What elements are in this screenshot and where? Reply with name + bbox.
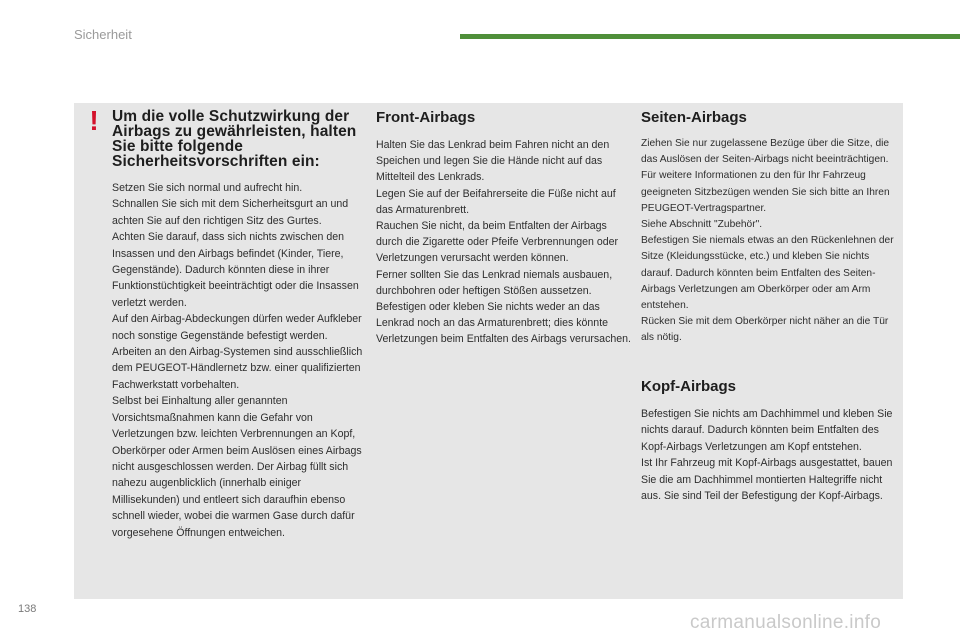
section-title: Sicherheit xyxy=(74,27,132,42)
warning-heading: Um die volle Schutzwirkung der Airbags zu gewährleisten, halten Sie bitte folgende Sicherheitsvorschriften ein: xyxy=(112,108,357,170)
head-airbags-heading: Kopf-Airbags xyxy=(641,378,736,395)
header-accent-rule xyxy=(460,34,960,39)
exclamation-icon: ! xyxy=(89,105,99,136)
warning-column xyxy=(112,109,368,541)
front-airbags-column xyxy=(376,109,632,348)
side-airbags-body: Ziehen Sie nur zugelassene Bezüge über die Sitze, die das Auslösen der Seiten-Airbags nicht beeinträchtigen. Für weitere Informationen zu den für Ihr Fahrzeug geeigneten Sitzbezügen wenden Sie sich bitte an Ihren PEUGEOT-Vertragspartner. Siehe Abschnitt "Zubehör". Befestigen Sie niemals etwas an den Rückenlehnen der Sitze (Kleidungsstücke, etc.) und kleben Sie nichts darauf. Dadurch könnten beim Entfalten des Seiten-Airbags Verletzungen am Oberkörper oder am Arm entstehen. Rücken Sie mit dem Oberkörper nicht näher an die Tür als nötig. xyxy=(641,138,894,344)
watermark: carmanualsonline.info xyxy=(690,612,882,633)
head-airbags-body: Befestigen Sie nichts am Dachhimmel und kleben Sie nichts darauf. Dadurch könnten beim Entfalten des Kopf-Airbags Verletzungen am Kopf entstehen. Ist Ihr Fahrzeug mit Kopf-Airbags ausgestattet, bauen Sie die am Dachhimmel montierten Haltegriffe nicht aus. Sie sind Teil der Befestigung der Kopf-Airbags. xyxy=(641,408,893,503)
side-airbags-column xyxy=(641,109,897,347)
page-number: 138 xyxy=(18,603,37,615)
warning-body: Setzen Sie sich normal und aufrecht hin. Schnallen Sie sich mit dem Sicherheitsgurt an und achten Sie auf den richtigen Sitz des Gurtes. Achten Sie darauf, dass sich nichts zwischen den Insassen und den Airbags befindet (Kinder, Tiere, Gegenstände). Dadurch könnten diese in ihrer Funktionstüchtigkeit beeinträchtigt oder die Insassen verletzt werden. Auf den Airbag-Abdeckungen dürfen weder Aufkleber noch sonstige Gegenstände befestigt werden. Arbeiten an den Airbag-Systemen sind ausschließlich dem PEUGEOT-Händlernetz bzw. einer qualifizierten Fachwerkstatt vorbehalten. Selbst bei Einhaltung aller genannten Vorsichtsmaßnahmen kann die Gefahr von Verletzungen bzw. leichten Verbrennungen an Kopf, Oberkörper oder Armen beim Auslösen eines Airbags nicht ausgeschlossen werden. Der Airbag füllt sich nahezu augenblicklich (innerhalb einiger Millisekunden) und entleert sich daraufhin ebenso schnell wieder, wobei die warmen Gase durch dafür vorgesehene Öffnungen entweichen. xyxy=(112,182,363,539)
side-airbags-heading: Seiten-Airbags xyxy=(641,109,747,126)
head-airbags-column xyxy=(641,378,897,504)
front-airbags-body: Halten Sie das Lenkrad beim Fahren nicht an den Speichen und legen Sie die Hände nicht auf das Mittelteil des Lenkrads. Legen Sie auf der Beifahrerseite die Füße nicht auf das Armaturenbrett. Rauchen Sie nicht, da beim Entfalten der Airbags durch die Zigarette oder Pfeife Verbrennungen oder Verletzungen verursacht werden können. Ferner sollten Sie das Lenkrad niemals ausbauen, durchbohren oder heftigen Stößen aussetzen. Befestigen oder kleben Sie nichts weder an das Lenkrad noch an das Armaturenbrett; dies könnte Verletzungen beim Entfalten des Airbags verursachen. xyxy=(376,139,631,346)
front-airbags-heading: Front-Airbags xyxy=(376,109,476,126)
